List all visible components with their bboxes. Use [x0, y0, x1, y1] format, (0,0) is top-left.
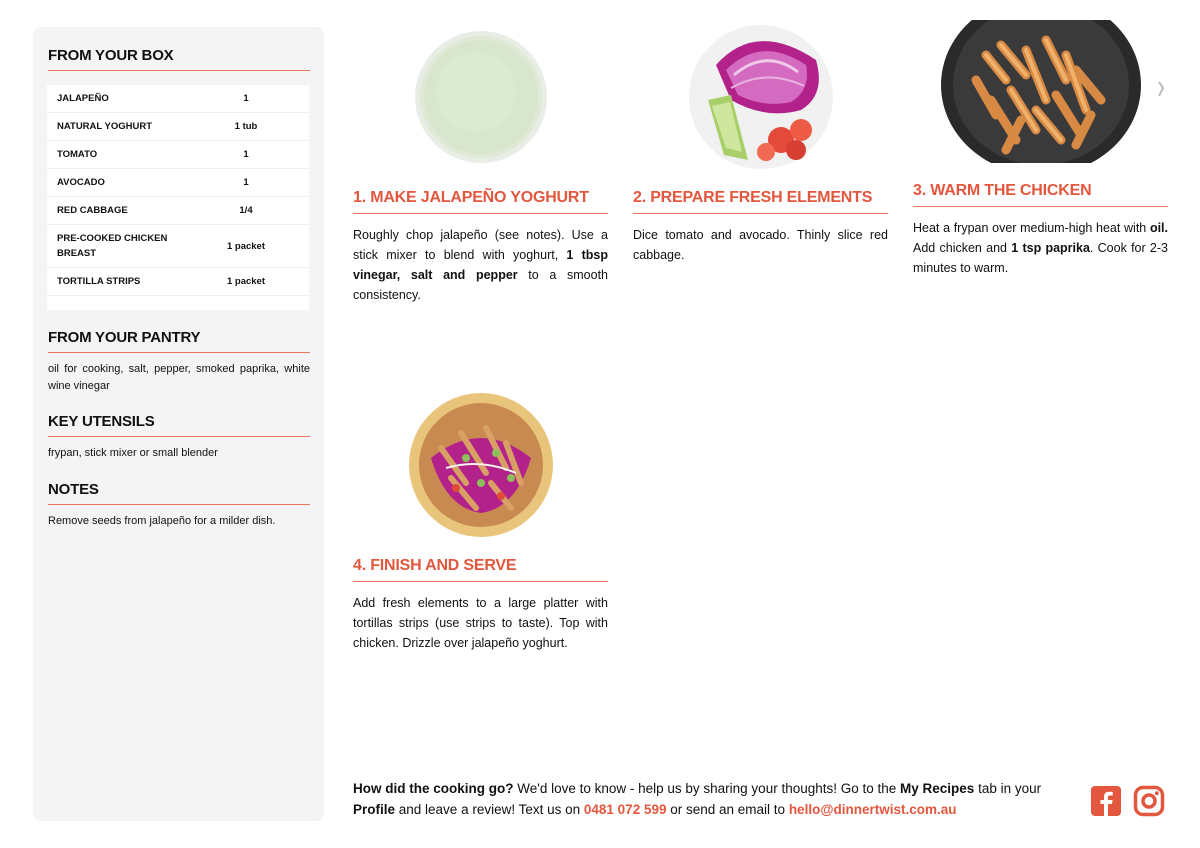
table-row: [47, 197, 309, 225]
step-2-text: Dice tomato and avocado. Thinly slice red cabbage.: [633, 228, 888, 262]
box-ingredients-table: [47, 85, 309, 310]
step-3-title: 3. WARM THE CHICKEN: [913, 182, 1168, 207]
ingredient-qty: 1 packet: [226, 240, 266, 252]
step-3: [913, 20, 1168, 278]
ingredient-name: TOMATO: [57, 149, 98, 160]
table-row: [47, 85, 309, 113]
key-utensils-heading: KEY UTENSILS: [48, 413, 310, 437]
ingredient-name: RED CABBAGE: [57, 205, 128, 216]
frypan-chicken-image: [916, 20, 1166, 163]
fresh-elements-plate-image: [686, 20, 836, 170]
step-1-photo: [353, 20, 608, 170]
pantry-text: oil for cooking, salt, pepper, smoked paprika, white wine vinegar: [48, 363, 310, 392]
step-3-photo: [913, 20, 1168, 163]
social-icons: [1090, 785, 1165, 817]
ingredient-qty: 1: [243, 149, 249, 160]
step-2-photo: [633, 20, 888, 170]
pantry-section: [48, 329, 310, 395]
notes-section: [48, 481, 310, 530]
footer-question: How did the cooking go?: [353, 781, 514, 796]
from-your-pantry-heading: FROM YOUR PANTRY: [48, 329, 310, 353]
ingredient-name: JALAPEÑO: [57, 93, 109, 104]
ingredient-name: NATURAL YOGHURT: [57, 121, 152, 132]
ingredient-name: TORTILLA STRIPS: [57, 276, 141, 287]
instagram-icon[interactable]: [1133, 785, 1165, 817]
utensils-section: [48, 413, 310, 462]
ingredient-name: PRE-COOKED CHICKEN BREAST: [57, 233, 168, 259]
finished-platter-image: [406, 388, 556, 538]
step-4-photo: [353, 388, 608, 538]
step-1: [353, 20, 608, 305]
table-row: [47, 169, 309, 197]
notes-text: Remove seeds from jalapeño for a milder dish.: [48, 515, 276, 527]
step-1-text: Roughly chop jalapeño (see notes). Use a stick mixer to blend with yoghurt, 1 tbsp vinegar, salt and pepper to a smooth consistency.: [353, 228, 609, 302]
step-4-title: 4. FINISH AND SERVE: [353, 557, 608, 582]
table-row: [47, 268, 309, 296]
profile-link: Profile: [353, 802, 396, 817]
table-row: [47, 225, 309, 268]
yoghurt-bowl-image: [406, 20, 556, 170]
notes-heading: NOTES: [48, 481, 310, 505]
email-link[interactable]: hello@dinnertwist.com.au: [788, 802, 957, 817]
step-4-text: Add fresh elements to a large platter with tortillas strips (use strips to taste). Top with chicken. Drizzle over jalapeño yoghurt.: [353, 596, 608, 650]
step-2: [633, 20, 888, 265]
step-2-title: 2. PREPARE FRESH ELEMENTS: [633, 189, 888, 214]
ingredients-sidebar: [33, 27, 324, 821]
feedback-footer: How did the cooking go? We'd love to know - help us by sharing your thoughts! Go to the My Recipes tab in your Profile and leave a review! Text us on 0481 072 599 or send an email to hello@dinnertwist.com.au: [353, 781, 1042, 817]
phone-number[interactable]: 0481 072 599: [583, 802, 667, 817]
step-1-title: 1. MAKE JALAPEÑO YOGHURT: [353, 189, 608, 214]
ingredient-name: AVOCADO: [57, 177, 105, 188]
ingredient-qty: 1/4: [239, 205, 253, 216]
ingredient-qty: 1 tub: [234, 121, 258, 132]
my-recipes-link: My Recipes: [900, 781, 975, 796]
ingredient-qty: 1: [243, 93, 249, 104]
step-3-text: Heat a frypan over medium-high heat with oil. Add chicken and 1 tsp paprika. Cook for 2-3 minutes to warm.: [913, 221, 1168, 275]
step-4: [353, 388, 608, 653]
from-your-box-heading: FROM YOUR BOX: [48, 47, 310, 71]
utensils-text: frypan, stick mixer or small blender: [48, 447, 218, 459]
table-row: [47, 113, 309, 141]
table-row: [47, 141, 309, 169]
ingredient-qty: 1 packet: [226, 276, 266, 287]
ingredient-qty: 1: [243, 177, 249, 188]
facebook-icon[interactable]: [1090, 785, 1122, 817]
